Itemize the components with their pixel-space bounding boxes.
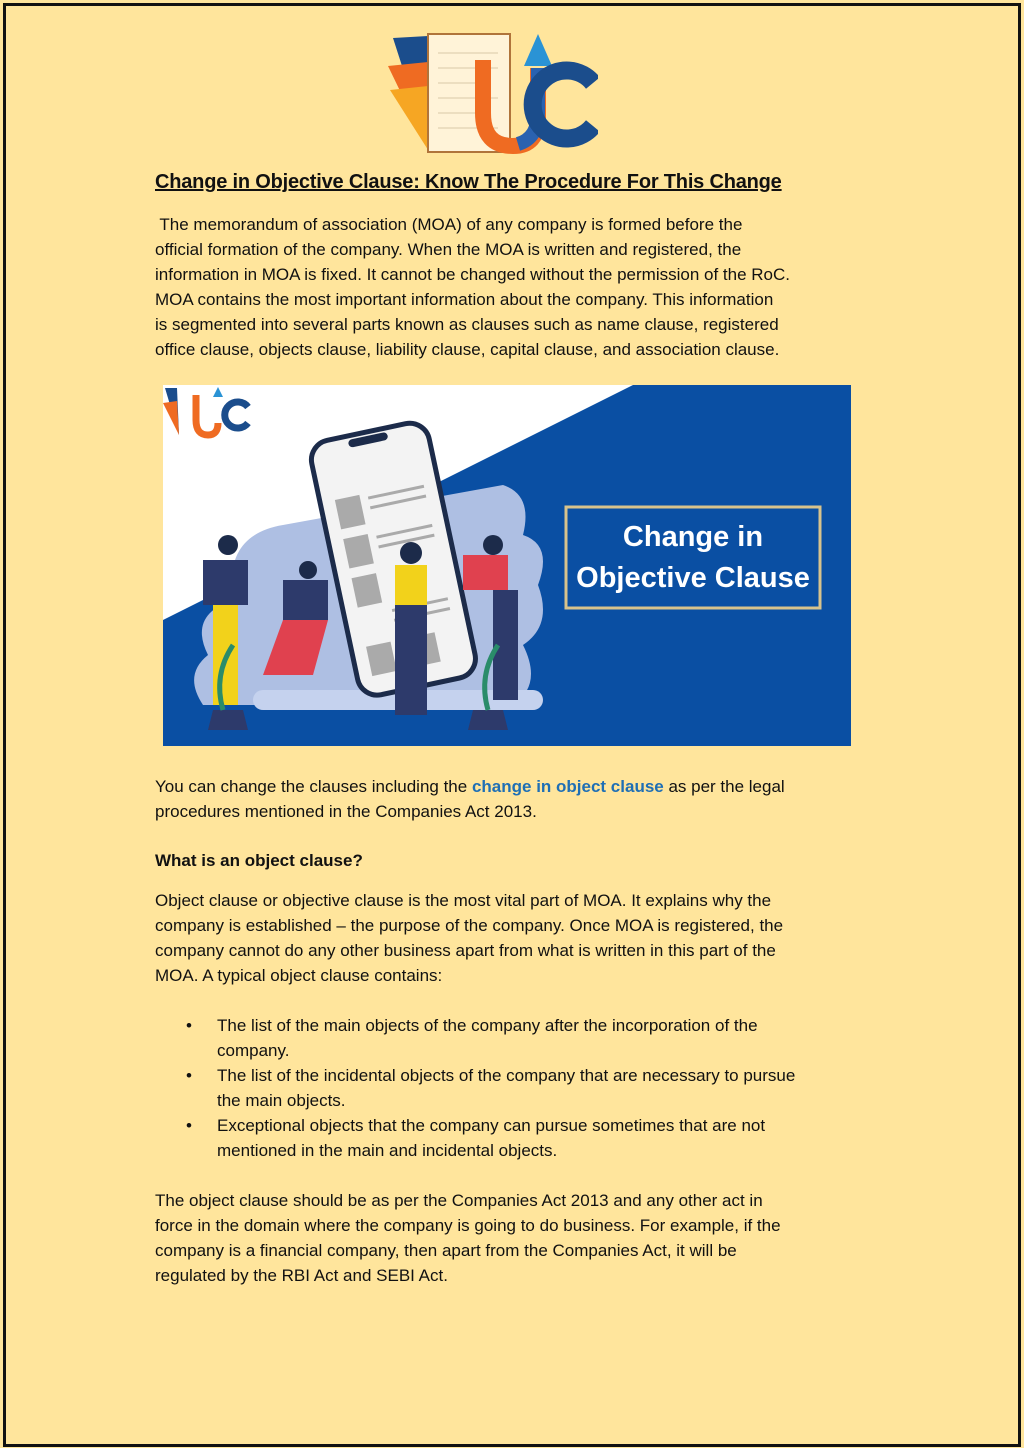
paragraph-change-clauses	[155, 774, 895, 824]
uc-logo	[388, 28, 598, 156]
hero-caption-line: Change in	[622, 520, 764, 553]
bullet-icon: •	[186, 1116, 192, 1135]
object-clause-list	[155, 1013, 895, 1163]
text-line: Object clause or objective clause is the most vital part of MOA. It explains why the	[155, 891, 772, 910]
list-item	[155, 1063, 895, 1113]
list-item	[155, 1113, 895, 1163]
text-line: MOA contains the most important information about the company. This information	[155, 290, 774, 309]
text-line: procedures mentioned in the Companies Act 2013.	[155, 802, 537, 821]
text-line: is segmented into several parts known as clauses such as name clause, registered	[155, 315, 779, 334]
text: as per the legal	[663, 777, 785, 796]
hero-caption	[566, 507, 820, 608]
text-line: company is established – the purpose of the company. Once MOA is registered, the	[155, 916, 784, 935]
text-line: official formation of the company. When the MOA is written and registered, the	[155, 240, 742, 259]
text-line: The object clause should be as per the Companies Act 2013 and any other act in	[155, 1191, 763, 1210]
text-line: office clause, objects clause, liability clause, capital clause, and association clause.	[155, 340, 780, 359]
hero-caption-line: Objective Clause	[576, 561, 810, 594]
intro-paragraph	[155, 212, 895, 362]
text-line: force in the domain where the company is going to do business. For example, if the	[155, 1216, 781, 1235]
companies-act-paragraph	[155, 1188, 895, 1288]
list-item	[155, 1013, 895, 1063]
text-line: regulated by the RBI Act and SEBI Act.	[155, 1266, 448, 1285]
text-line: The memorandum of association (MOA) of any company is formed before the	[155, 215, 743, 234]
text-line: MOA. A typical object clause contains:	[155, 966, 443, 985]
text-line: information in MOA is fixed. It cannot be changed without the permission of the RoC.	[155, 265, 791, 284]
text: You can change the clauses including the	[155, 777, 472, 796]
text-line: company.	[217, 1041, 290, 1060]
hero-image	[163, 385, 851, 746]
text-line: the main objects.	[217, 1091, 346, 1110]
bullet-icon: •	[186, 1066, 192, 1085]
text-line: company cannot do any other business apart from what is written in this part of the	[155, 941, 776, 960]
section-heading: What is an object clause?	[155, 851, 363, 870]
text-line: The list of the main objects of the company after the incorporation of the	[217, 1016, 758, 1035]
text-line: mentioned in the main and incidental objects.	[217, 1141, 558, 1160]
text-line: Exceptional objects that the company can pursue sometimes that are not	[217, 1116, 766, 1135]
text-line: The list of the incidental objects of the company that are necessary to pursue	[217, 1066, 796, 1085]
change-in-object-clause-link[interactable]: change in object clause	[471, 777, 664, 796]
object-clause-paragraph	[155, 888, 895, 988]
text-line: company is a financial company, then apart from the Companies Act, it will be	[155, 1241, 737, 1260]
bullet-icon: •	[186, 1016, 192, 1035]
page-title: Change in Objective Clause: Know The Procedure For This Change	[155, 171, 782, 193]
